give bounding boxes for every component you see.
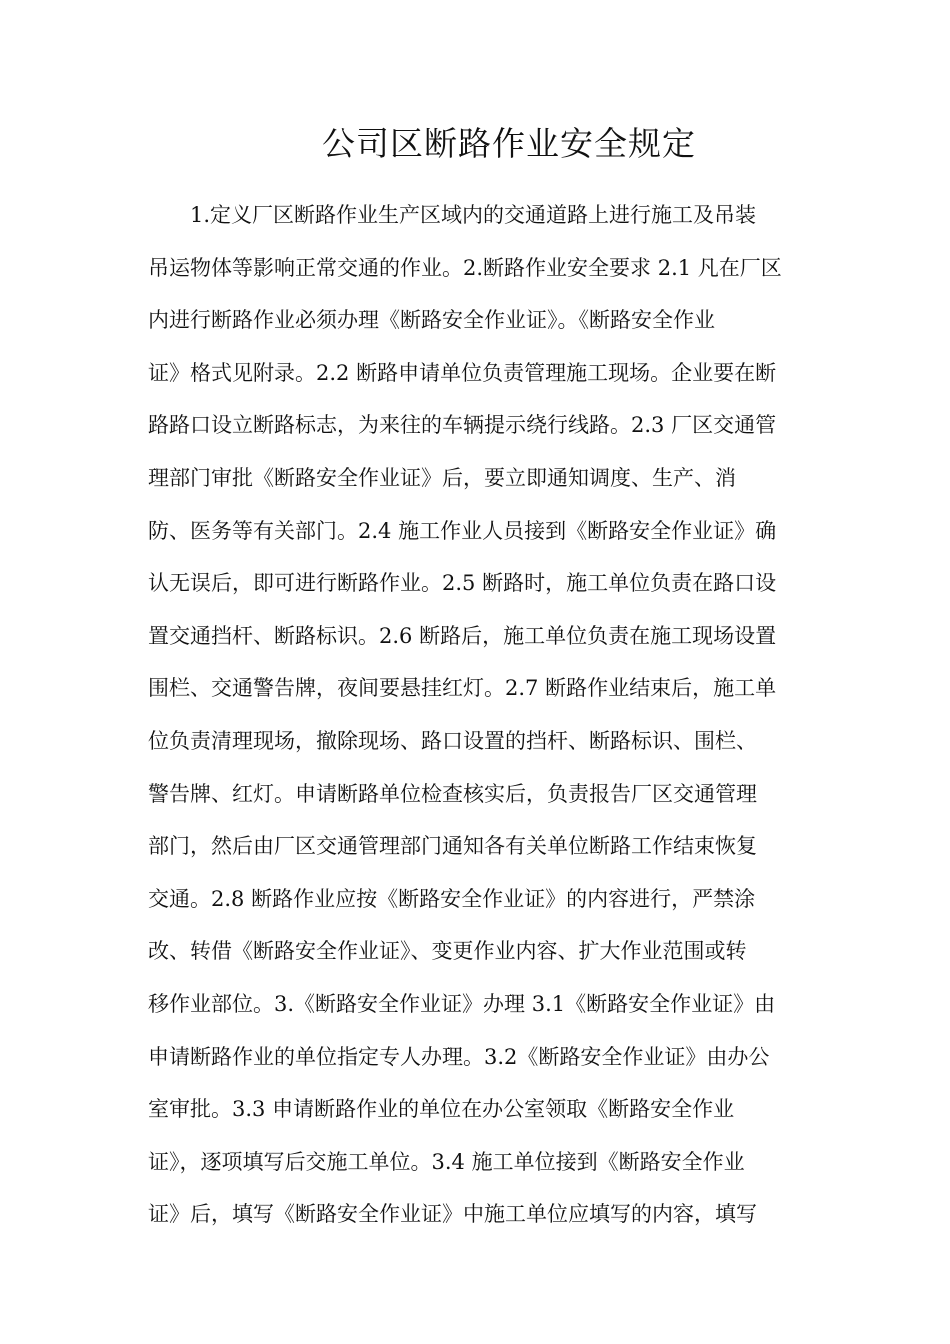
body-line-2: 吊运物体等影响正常交通的作业。2.断路作业安全要求 2.1 凡在厂区 [148,255,782,280]
body-line-10: 围栏、交通警告牌，夜间要悬挂红灯。2.7 断路作业结束后，施工单 [148,676,777,701]
body-line-17: 申请断路作业的单位指定专人办理。3.2《断路安全作业证》由办公 [148,1044,770,1069]
body-line-13: 部门，然后由厂区交通管理部门通知各有关单位断路工作结束恢复 [148,834,757,859]
body-line-8: 认无误后，即可进行断路作业。2.5 断路时，施工单位负责在路口设 [148,571,777,596]
body-line-9: 置交通挡杆、断路标识。2.6 断路后，施工单位负责在施工现场设置 [148,623,777,648]
body-line-19: 证》，逐项填写后交施工单位。3.4 施工单位接到《断路安全作业 [148,1149,745,1174]
body-line-15: 改、转借《断路安全作业证》、变更作业内容、扩大作业范围或转 [148,939,747,964]
body-line-7: 防、医务等有关部门。2.4 施工作业人员接到《断路安全作业证》确 [148,518,777,543]
document-title: 公司区断路作业安全规定 [322,124,696,163]
body-line-12: 警告牌、红灯。申请断路单位检查核实后，负责报告厂区交通管理 [148,781,757,806]
body-line-3: 内进行断路作业必须办理《断路安全作业证》。《断路安全作业 [148,308,715,333]
body-line-16: 移作业部位。3.《断路安全作业证》办理 3.1《断路安全作业证》由 [148,991,776,1016]
body-line-18: 室审批。3.3 申请断路作业的单位在办公室领取《断路安全作业 [148,1097,735,1122]
document-body [148,189,808,1241]
body-line-6: 理部门审批《断路安全作业证》后，要立即通知调度、生产、消 [148,465,736,490]
body-line-20: 证》后，填写《断路安全作业证》中施工单位应填写的内容，填写 [148,1202,757,1227]
body-line-4: 证》格式见附录。2.2 断路申请单位负责管理施工现场。企业要在断 [148,360,777,385]
body-line-14: 交通。2.8 断路作业应按《断路安全作业证》的内容进行，严禁涂 [148,886,756,911]
body-line-1: 1.定义厂区断路作业生产区域内的交通道路上进行施工及吊装 [190,203,757,227]
body-line-5: 路路口设立断路标志，为来往的车辆提示绕行线路。2.3 厂区交通管 [148,413,777,438]
body-line-11: 位负责清理现场，撤除现场、路口设置的挡杆、断路标识、围栏、 [148,728,757,753]
